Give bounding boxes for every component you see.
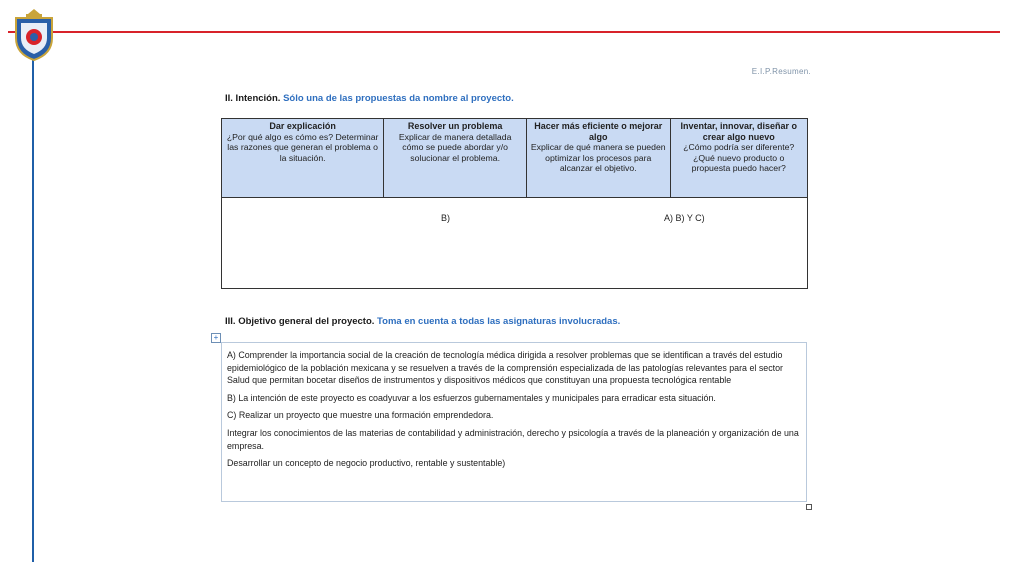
header-red-rule [8, 31, 1000, 33]
option-text: Explicar de manera detallada cómo se puede abordar y/o solucionar el problema. [398, 131, 512, 163]
document-tag: E.I.P.Resumen. [751, 67, 811, 76]
section-intention-title [225, 93, 514, 104]
option-title: Resolver un problema [407, 121, 503, 131]
section-objective-hint: Toma en cuenta a todas las asignaturas involucradas. [377, 316, 621, 327]
intention-answer-cell[interactable] [222, 198, 808, 289]
intention-header-row [222, 119, 808, 198]
answer-value-1: B) [441, 213, 450, 223]
option-text: Explicar de qué manera se pueden optimizar los procesos para alcanzar el objetivo. [530, 142, 666, 173]
objective-paragraph: A) Comprender la importancia social de la creación de tecnología médica dirigida a resolver problemas que se identifican a través del estudio epidemiológico de la población mexicana y se resuelven a través de la comprensión especializada de las patologías relevantes para el sector Salud que permitan bocetar diseños de instrumentos y dispositivos médicos que constituyan una propuesta tecnológica rentable [227, 350, 784, 386]
intention-option-solve [384, 119, 527, 198]
option-title: Hacer más eficiente o mejorar algo [534, 121, 663, 142]
table-move-handle-icon[interactable]: + [211, 333, 221, 343]
option-title: Dar explicación [269, 121, 336, 131]
option-text: ¿Cómo podría ser diferente? ¿Qué nuevo producto o propuesta puedo hacer? [683, 142, 795, 173]
option-text: ¿Por qué algo es cómo es? Determinar las razones que generan el problema o la situación. [226, 131, 379, 163]
objective-text-box[interactable] [221, 342, 807, 502]
section-intention-hint: Sólo una de las propuestas da nombre al proyecto. [283, 93, 514, 104]
intention-option-explain [222, 119, 384, 198]
intention-option-improve [527, 119, 671, 198]
intention-table [221, 118, 808, 289]
option-title: Inventar, innovar, diseñar o crear algo nuevo [680, 121, 798, 142]
margin-blue-rule [32, 40, 34, 562]
intention-answer-row[interactable] [222, 198, 808, 289]
section-objective-label: III. Objetivo general del proyecto. [225, 316, 375, 327]
section-intention-label: II. Intención. [225, 93, 281, 104]
objective-paragraph: Desarrollar un concepto de negocio productivo, rentable y sustentable) [227, 458, 506, 469]
objective-paragraph: C) Realizar un proyecto que muestre una formación emprendedora. [227, 410, 494, 421]
intention-option-invent [670, 119, 808, 198]
objective-paragraph: B) La intención de este proyecto es coadyuvar a los esfuerzos gubernamentales y municipales para erradicar esta situación. [227, 392, 716, 403]
table-resize-handle-icon[interactable] [806, 504, 812, 510]
school-crest-logo [12, 8, 56, 62]
objective-paragraph: Integrar los conocimientos de las materias de contabilidad y administración, derecho y psicología a través de la planeación y organización de una empresa. [227, 427, 799, 451]
section-objective-title [225, 316, 620, 327]
answer-value-2: A) B) Y C) [664, 213, 705, 223]
